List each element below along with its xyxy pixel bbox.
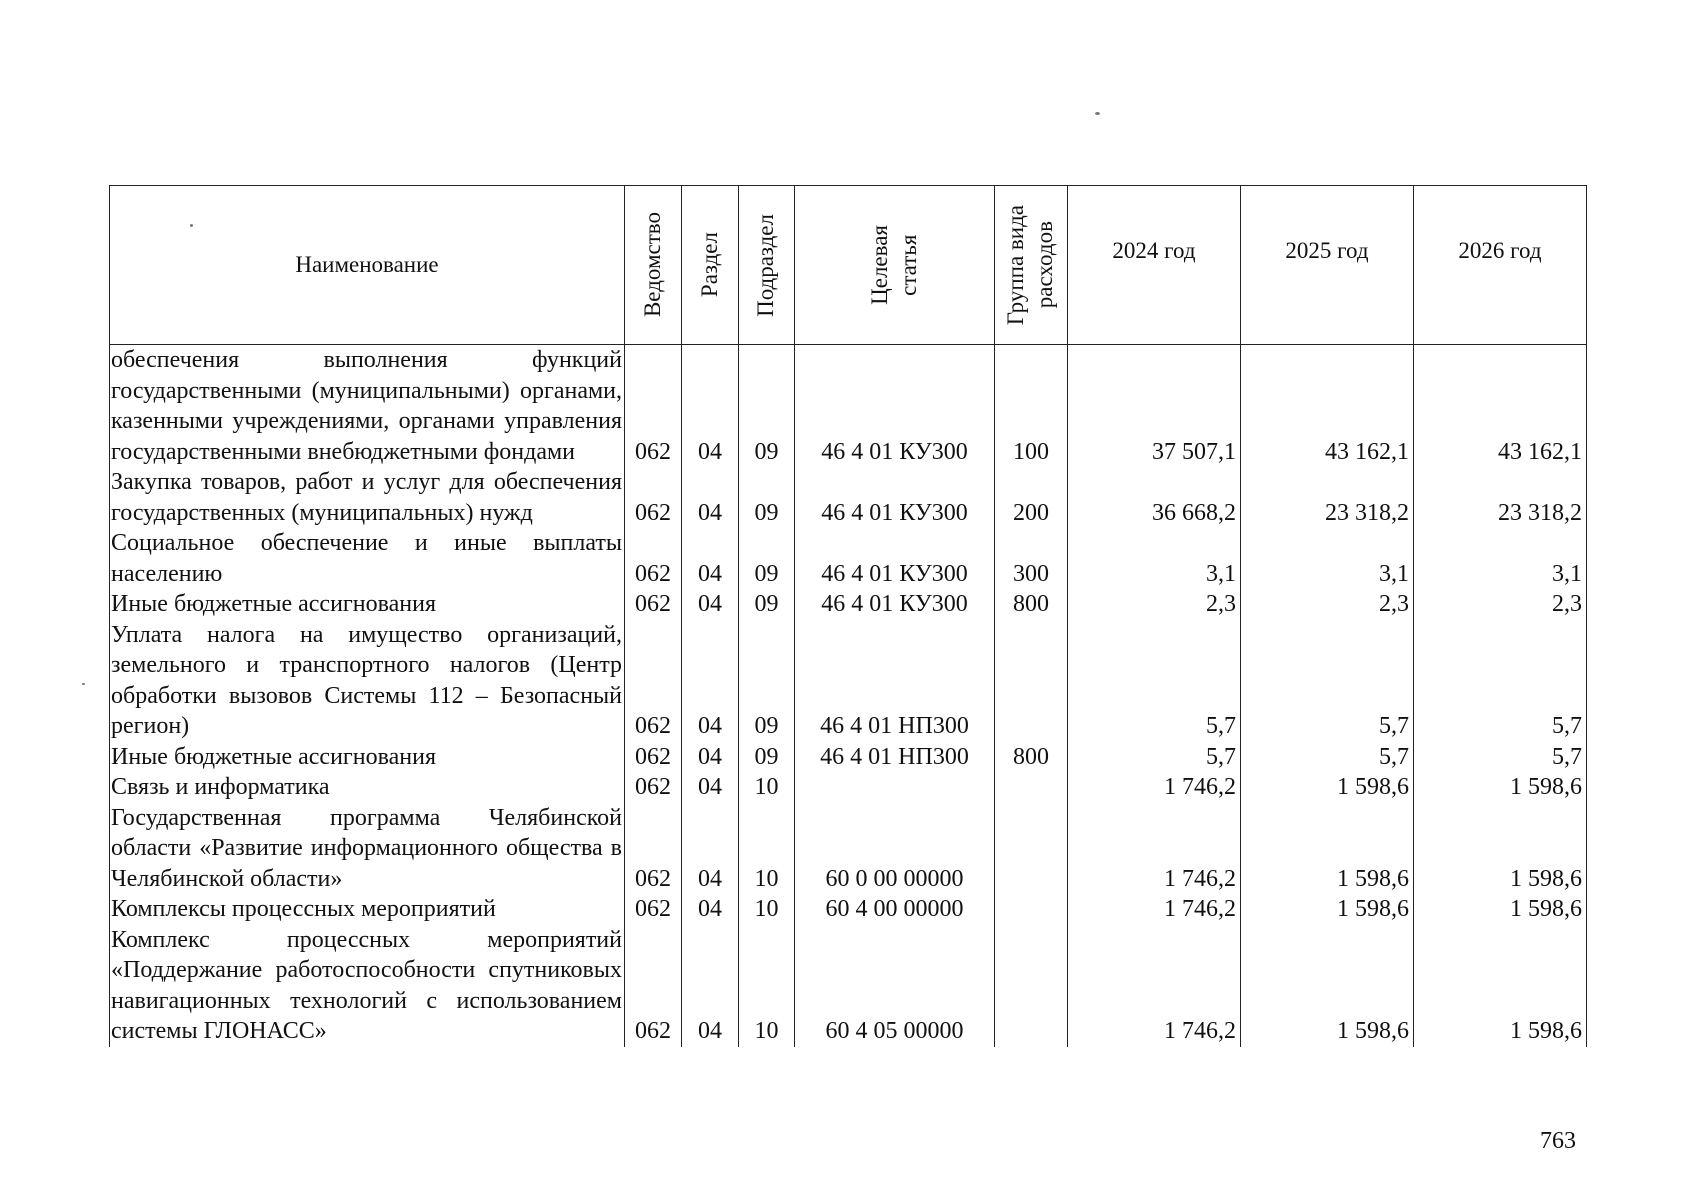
header-year-2024: 2024 год <box>1068 186 1241 345</box>
row-podrazdel: 09 <box>739 620 795 742</box>
table-row <box>110 620 1587 742</box>
row-value-2025: 1 598,6 <box>1241 803 1414 895</box>
row-value-2026: 1 598,6 <box>1414 772 1587 803</box>
table-row <box>110 742 1587 773</box>
row-celevaya-statya <box>795 772 995 803</box>
table-row <box>110 925 1587 1047</box>
row-vedomstvo: 062 <box>625 772 682 803</box>
row-name: Комплекс процессных мероприятий «Поддержание работоспособности спутниковых навигационных технологий с использованием системы ГЛОНАСС» <box>110 925 625 1047</box>
header-vedomstvo: Ведомство <box>625 186 682 345</box>
row-value-2024: 3,1 <box>1068 528 1241 589</box>
row-value-2026: 1 598,6 <box>1414 925 1587 1047</box>
row-value-2024: 5,7 <box>1068 620 1241 742</box>
header-gruppa-vida-rashodov: Группа вида расходов <box>995 186 1068 345</box>
row-value-2024: 2,3 <box>1068 589 1241 620</box>
row-name: обеспечения выполнения функций государственными (муниципальными) органами, казенными учреждениями, органами управления государственными внебюджетными фондами <box>110 345 625 468</box>
row-celevaya-statya: 46 4 01 КУ300 <box>795 528 995 589</box>
row-celevaya-statya: 46 4 01 НП300 <box>795 620 995 742</box>
row-gruppa: 800 <box>995 589 1068 620</box>
row-celevaya-statya: 60 0 00 00000 <box>795 803 995 895</box>
row-value-2025: 5,7 <box>1241 742 1414 773</box>
row-razdel: 04 <box>682 925 739 1047</box>
row-name: Социальное обеспечение и иные выплаты населению <box>110 528 625 589</box>
row-value-2026: 23 318,2 <box>1414 467 1587 528</box>
table-row <box>110 803 1587 895</box>
row-razdel: 04 <box>682 620 739 742</box>
table-body <box>110 345 1587 1047</box>
row-razdel: 04 <box>682 803 739 895</box>
row-podrazdel: 09 <box>739 589 795 620</box>
row-value-2024: 36 668,2 <box>1068 467 1241 528</box>
budget-table <box>109 185 1587 1047</box>
row-gruppa: 800 <box>995 742 1068 773</box>
row-podrazdel: 09 <box>739 467 795 528</box>
row-value-2024: 1 746,2 <box>1068 803 1241 895</box>
row-value-2025: 5,7 <box>1241 620 1414 742</box>
row-vedomstvo: 062 <box>625 589 682 620</box>
row-podrazdel: 09 <box>739 742 795 773</box>
row-gruppa <box>995 803 1068 895</box>
row-razdel: 04 <box>682 742 739 773</box>
row-razdel: 04 <box>682 467 739 528</box>
header-celevaya-statya: Целевая статья <box>795 186 995 345</box>
row-gruppa: 100 <box>995 345 1068 468</box>
row-vedomstvo: 062 <box>625 620 682 742</box>
row-vedomstvo: 062 <box>625 742 682 773</box>
row-gruppa <box>995 772 1068 803</box>
row-value-2025: 1 598,6 <box>1241 772 1414 803</box>
header-year-2026: 2026 год <box>1414 186 1587 345</box>
row-value-2025: 2,3 <box>1241 589 1414 620</box>
table-row <box>110 894 1587 925</box>
row-celevaya-statya: 46 4 01 КУ300 <box>795 467 995 528</box>
row-name: Уплата налога на имущество организаций, земельного и транспортного налогов (Центр обработки вызовов Системы 112 – Безопасный регион) <box>110 620 625 742</box>
row-vedomstvo: 062 <box>625 467 682 528</box>
row-podrazdel: 09 <box>739 528 795 589</box>
row-name: Иные бюджетные ассигнования <box>110 742 625 773</box>
header-year-2025: 2025 год <box>1241 186 1414 345</box>
row-gruppa: 200 <box>995 467 1068 528</box>
row-value-2025: 1 598,6 <box>1241 925 1414 1047</box>
table-header <box>110 186 1587 345</box>
row-celevaya-statya: 60 4 00 00000 <box>795 894 995 925</box>
row-name: Иные бюджетные ассигнования <box>110 589 625 620</box>
row-podrazdel: 10 <box>739 772 795 803</box>
row-value-2026: 1 598,6 <box>1414 894 1587 925</box>
row-vedomstvo: 062 <box>625 803 682 895</box>
row-gruppa <box>995 925 1068 1047</box>
row-gruppa <box>995 894 1068 925</box>
row-value-2026: 5,7 <box>1414 620 1587 742</box>
header-podrazdel: Подраздел <box>739 186 795 345</box>
row-value-2025: 23 318,2 <box>1241 467 1414 528</box>
row-celevaya-statya: 46 4 01 КУ300 <box>795 345 995 468</box>
row-razdel: 04 <box>682 528 739 589</box>
row-value-2024: 1 746,2 <box>1068 894 1241 925</box>
row-value-2026: 43 162,1 <box>1414 345 1587 468</box>
row-razdel: 04 <box>682 345 739 468</box>
row-name: Комплексы процессных мероприятий <box>110 894 625 925</box>
table-row <box>110 772 1587 803</box>
row-value-2026: 5,7 <box>1414 742 1587 773</box>
row-gruppa <box>995 620 1068 742</box>
row-value-2024: 5,7 <box>1068 742 1241 773</box>
row-vedomstvo: 062 <box>625 894 682 925</box>
table-row <box>110 345 1587 468</box>
row-value-2026: 2,3 <box>1414 589 1587 620</box>
row-name: Закупка товаров, работ и услуг для обеспечения государственных (муниципальных) нужд <box>110 467 625 528</box>
row-celevaya-statya: 46 4 01 НП300 <box>795 742 995 773</box>
row-value-2026: 3,1 <box>1414 528 1587 589</box>
row-value-2024: 1 746,2 <box>1068 772 1241 803</box>
table-row <box>110 528 1587 589</box>
row-name: Государственная программа Челябинской области «Развитие информационного общества в Челябинской области» <box>110 803 625 895</box>
row-vedomstvo: 062 <box>625 345 682 468</box>
row-value-2025: 3,1 <box>1241 528 1414 589</box>
row-value-2024: 1 746,2 <box>1068 925 1241 1047</box>
row-value-2024: 37 507,1 <box>1068 345 1241 468</box>
table-row <box>110 467 1587 528</box>
row-podrazdel: 09 <box>739 345 795 468</box>
row-value-2025: 43 162,1 <box>1241 345 1414 468</box>
row-podrazdel: 10 <box>739 925 795 1047</box>
row-vedomstvo: 062 <box>625 925 682 1047</box>
row-value-2025: 1 598,6 <box>1241 894 1414 925</box>
row-gruppa: 300 <box>995 528 1068 589</box>
scan-mark <box>1095 112 1100 115</box>
row-podrazdel: 10 <box>739 803 795 895</box>
row-celevaya-statya: 60 4 05 00000 <box>795 925 995 1047</box>
header-razdel: Раздел <box>682 186 739 345</box>
scan-mark <box>82 683 85 685</box>
page-number: 763 <box>1540 1128 1576 1154</box>
row-name: Связь и информатика <box>110 772 625 803</box>
header-name: Наименование <box>110 186 625 345</box>
row-razdel: 04 <box>682 589 739 620</box>
row-value-2026: 1 598,6 <box>1414 803 1587 895</box>
row-vedomstvo: 062 <box>625 528 682 589</box>
row-razdel: 04 <box>682 894 739 925</box>
row-razdel: 04 <box>682 772 739 803</box>
row-podrazdel: 10 <box>739 894 795 925</box>
row-celevaya-statya: 46 4 01 КУ300 <box>795 589 995 620</box>
table-row <box>110 589 1587 620</box>
